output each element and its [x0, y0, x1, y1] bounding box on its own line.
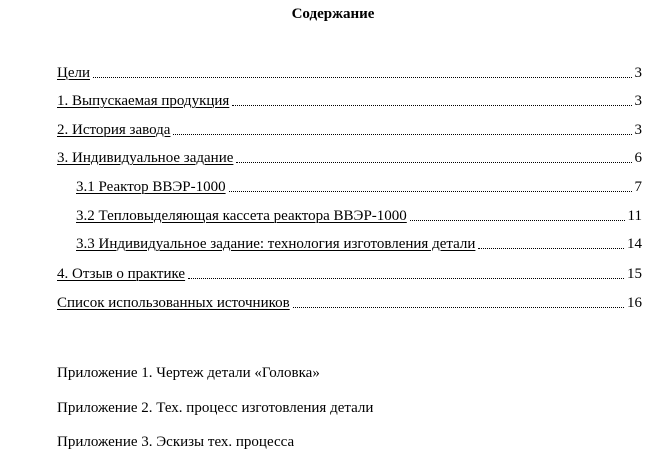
toc-page-number: 16 — [627, 295, 642, 311]
toc-entry-products[interactable] — [57, 90, 642, 110]
toc-page-number: 7 — [634, 179, 642, 195]
toc-entry-individual-task[interactable] — [57, 147, 642, 167]
toc-entry-label[interactable]: 3.2 Тепловыделяющая кассета реактора ВВЭР-1000 — [76, 208, 407, 224]
toc-entry-manufacturing-technology[interactable] — [76, 233, 642, 253]
toc-entry-references[interactable] — [57, 292, 642, 312]
toc-dot-leader — [188, 278, 624, 279]
toc-dot-leader — [93, 77, 631, 78]
appendix-1: Приложение 1. Чертеж детали «Головка» — [57, 365, 320, 381]
toc-entry-label[interactable]: 3.3 Индивидуальное задание: технология изготовления детали — [76, 236, 476, 252]
appendix-2: Приложение 2. Тех. процесс изготовления детали — [57, 400, 374, 416]
toc-entry-label[interactable]: 4. Отзыв о практике — [57, 266, 186, 282]
toc-page-number: 3 — [634, 65, 642, 81]
toc-entry-label[interactable]: 2. История завода — [57, 122, 171, 138]
toc-page-number: 3 — [634, 122, 642, 138]
toc-entry-reactor[interactable] — [76, 176, 642, 196]
toc-entry-fuel-assembly[interactable] — [76, 205, 642, 225]
toc-dot-leader — [410, 220, 625, 221]
toc-entry-label[interactable]: 3.1 Реактор ВВЭР-1000 — [76, 179, 226, 195]
toc-entry-label[interactable]: Цели — [57, 65, 91, 81]
toc-dot-leader — [229, 191, 632, 192]
toc-page-number: 15 — [627, 266, 642, 282]
toc-entry-practice-review[interactable] — [57, 263, 642, 283]
toc-entry-history[interactable] — [57, 119, 642, 139]
toc-entry-label[interactable]: Список использованных источников — [57, 295, 290, 311]
toc-dot-leader — [236, 162, 631, 163]
page-title: Содержание — [291, 6, 375, 22]
toc-page-number: 11 — [627, 208, 642, 224]
toc-entry-label[interactable]: 3. Индивидуальное задание — [57, 150, 234, 166]
toc-page-number: 6 — [634, 150, 642, 166]
toc-entry-goals[interactable] — [57, 62, 642, 82]
toc-page-number: 14 — [627, 236, 642, 252]
toc-page-number: 3 — [634, 93, 642, 109]
toc-dot-leader — [293, 307, 624, 308]
toc-dot-leader — [173, 134, 631, 135]
toc-dot-leader — [478, 248, 624, 249]
toc-entry-label[interactable]: 1. Выпускаемая продукция — [57, 93, 230, 109]
toc-dot-leader — [232, 105, 631, 106]
appendix-3: Приложение 3. Эскизы тех. процесса — [57, 434, 295, 450]
